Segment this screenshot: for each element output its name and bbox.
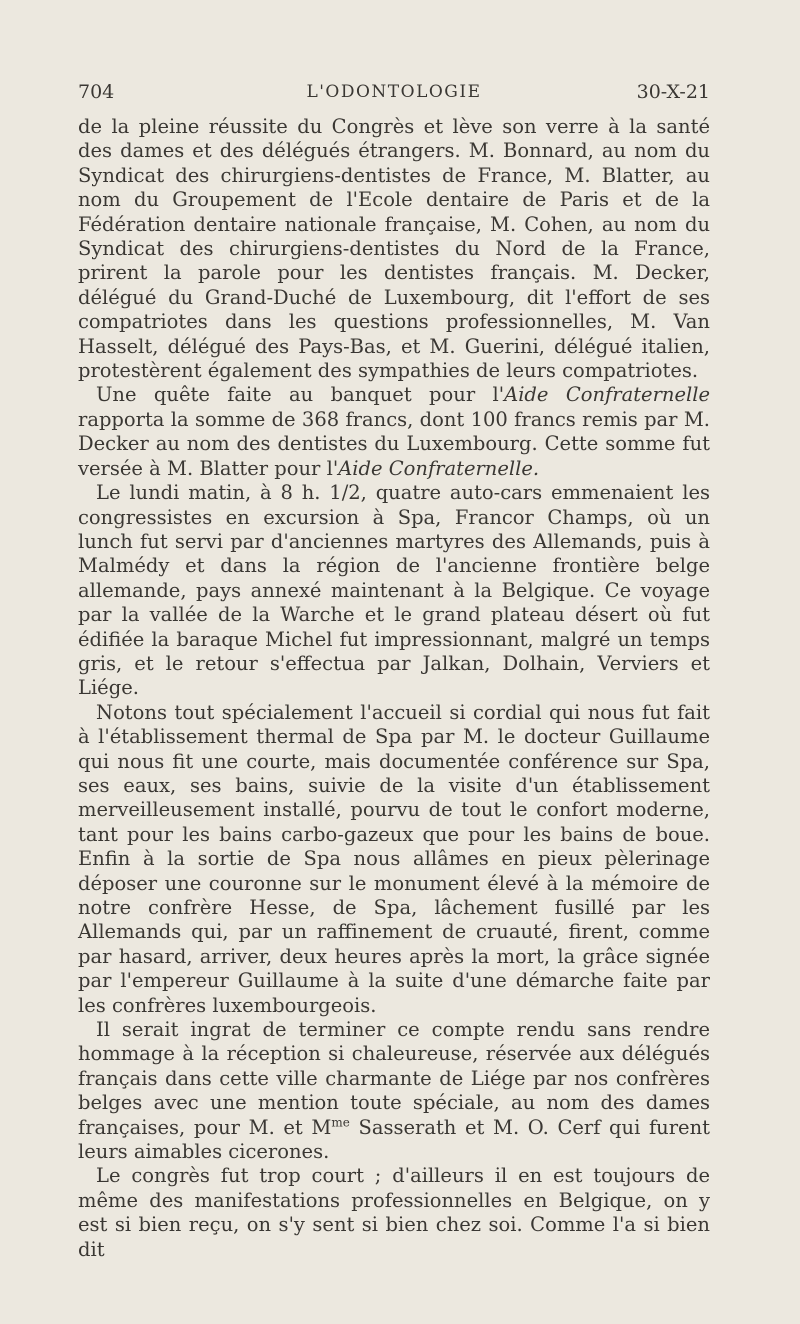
paragraph-6: Le congrès fut trop court ; d'ailleurs il en est toujours de même des manifestations professionnelles en Belgique, on y est si bien reçu, on s'y sent si bien chez soi. Comme l'a si bien dit bbox=[78, 1164, 710, 1261]
aide-confraternelle-title-2: Aide Confraternelle. bbox=[338, 456, 540, 480]
page-number: 704 bbox=[78, 81, 115, 103]
issue-date: 30-X-21 bbox=[636, 81, 710, 103]
paragraph-1: de la pleine réussite du Congrès et lève son verre à la santé des dames et des délégués étrangers. M. Bonnard, au nom du Syndicat des chirurgiens-dentistes de France, M. Blatter, au nom du Groupement de l'Ecole dentaire de Paris et de la Fédération dentaire nationale française, M. Cohen, au nom du Syndicat des chirurgiens-dentistes du Nord de la France, prirent la parole pour les dentistes français. M. Decker, délégué du Grand-Duché de Luxembourg, dit l'effort de ses compatriotes dans les questions professionnelles, M. Van Hasselt, délégué des Pays-Bas, et M. Guerini, délégué italien, protestèrent également des sympathies de leurs compatriotes. bbox=[78, 115, 710, 383]
body-text bbox=[78, 115, 710, 1262]
paragraph-2-text-a: Une quête faite au banquet pour l' bbox=[96, 383, 505, 407]
running-header bbox=[78, 78, 710, 106]
aide-confraternelle-title: Aide Confraternelle bbox=[504, 383, 711, 407]
paragraph-2 bbox=[78, 383, 710, 481]
journal-title: L'ODONTOLOGIE bbox=[306, 82, 482, 102]
paragraph-5-text-b: Sasserath et M. O. Cerf qui furent leurs aimables cicerones. bbox=[78, 1115, 710, 1164]
paragraph-5-text-a: Il serait ingrat de terminer ce compte rendu sans rendre hommage à la réception si chaleureuse, réservée aux délégués français dans cette ville charmante de Liége par nos confrères belges avec une mention toute spéciale, au nom des dames françaises, pour M. et M bbox=[78, 1018, 710, 1139]
madame-superscript: me bbox=[331, 1115, 350, 1130]
paragraph-2-text-c: rapporta la somme de 368 francs, dont 100 francs remis par M. Decker au nom des dentistes du Luxembourg. Cette somme fut versée à M. Blatter pour l' bbox=[78, 407, 710, 480]
paragraph-5 bbox=[78, 1018, 710, 1164]
paragraph-4: Notons tout spécialement l'accueil si cordial qui nous fut fait à l'établissement thermal de Spa par M. le docteur Guillaume qui nous fit une courte, mais documentée conférence sur Spa, ses eaux, ses bains, suivie de la visite d'un établissement merveilleusement installé, pourvu de tout le confort moderne, tant pour les bains carbo-gazeux que pour les bains de boue. Enfin à la sortie de Spa nous allâmes en pieux pèlerinage déposer une couronne sur le monument élevé à la mémoire de notre confrère Hesse, de Spa, lâchement fusillé par les Allemands qui, par un raffinement de cruauté, firent, comme par hasard, arriver, deux heures après la mort, la grâce signée par l'empereur Guillaume à la suite d'une démarche faite par les confrères luxembourgeois. bbox=[78, 700, 710, 1017]
paragraph-3: Le lundi matin, à 8 h. 1/2, quatre auto-cars emmenaient les congressistes en excursion à Spa, Francor Champs, où un lunch fut servi par d'anciennes martyres des Allemands, puis à Malmédy et dans la région de l'ancienne frontière belge allemande, pays annexé maintenant à la Belgique. Ce voyage par la vallée de la Warche et le grand plateau désert où fut édifiée la baraque Michel fut impressionnant, malgré un temps gris, et le retour s'effectua par Jalkan, Dolhain, Verviers et Liége. bbox=[78, 481, 710, 700]
